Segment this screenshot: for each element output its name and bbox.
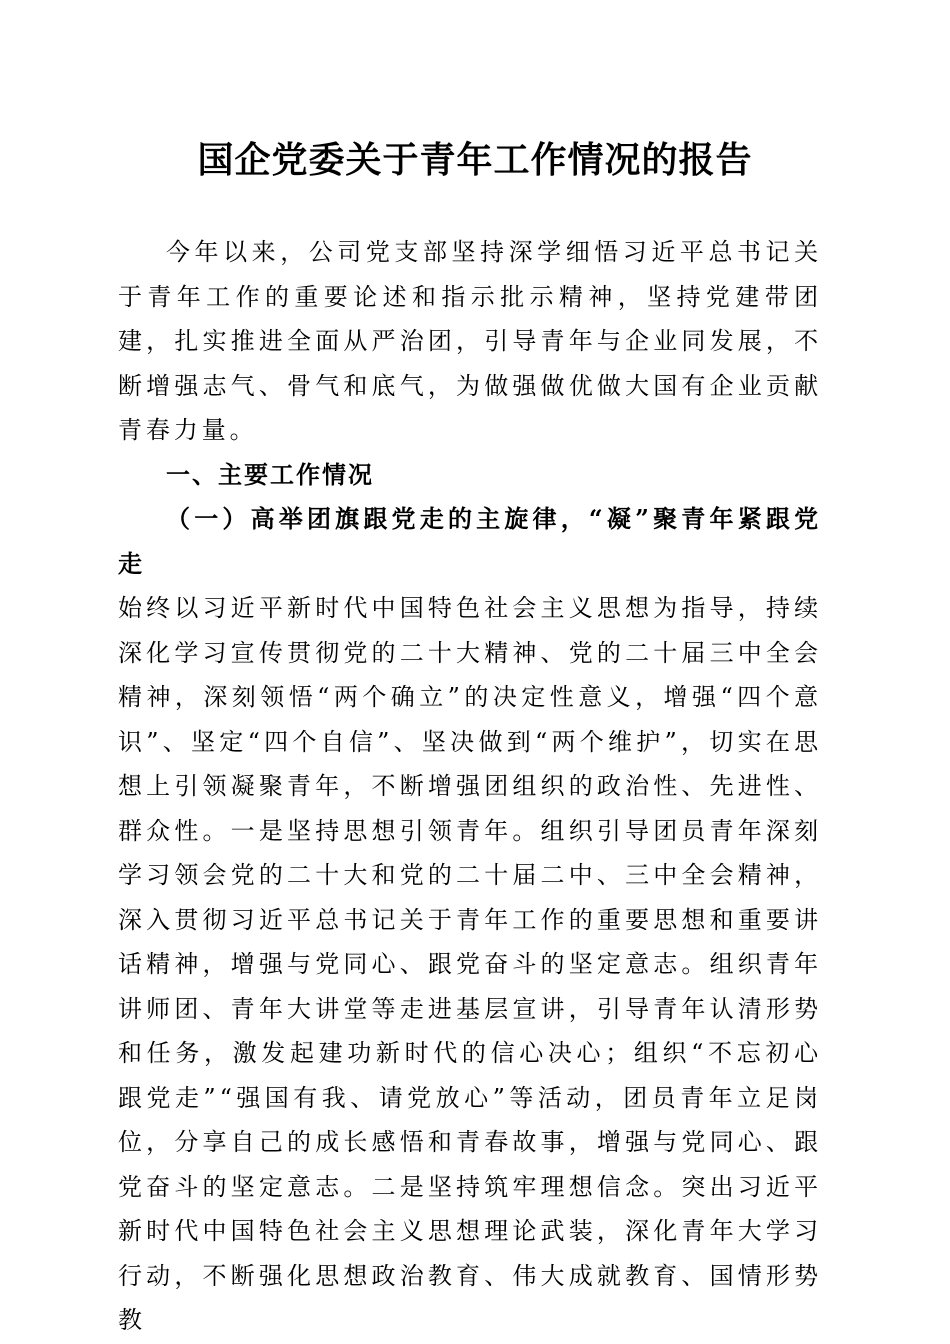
intro-paragraph: 今年以来，公司党支部坚持深学细悟习近平总书记关于青年工作的重要论述和指示批示精神，坚持党建带团建，扎实推进全面从严治团，引导青年与企业同发展，不断增强志气、骨气和底气，为做强做优做大国有企业贡献青春力量。 [118,238,822,444]
document-body [118,230,822,1343]
subsection-heading-1: （一）高举团旗跟党走的主旋律，“凝”聚青年紧跟党走 [118,504,822,578]
document-title: 国企党委关于青年工作情况的报告 [197,139,753,181]
section-heading-main-work: 一、主要工作情况 [166,460,374,489]
subsection-1-body: 始终以习近平新时代中国特色社会主义思想为指导，持续深化学习宣传贯彻党的二十大精神、党的二十届三中全会精神，深刻领悟“两个确立”的决定性意义，增强“四个意识”、坚定“四个自信”、坚决做到“两个维护”，切实在思想上引领凝聚青年，不断增强团组织的政治性、先进性、群众性。一是坚持思想引领青年。组织引导团员青年深刻学习领会党的二十大和党的二十届二中、三中全会精神，深入贯彻习近平总书记关于青年工作的重要思想和重要讲话精神，增强与党同心、跟党奋斗的坚定意志。组织青年讲师团、青年大讲堂等走进基层宣讲，引导青年认清形势和任务，激发起建功新时代的信心决心；组织“不忘初心跟党走”“强国有我、请党放心”等活动，团员青年立足岗位，分享自己的成长感悟和青春故事，增强与党同心、跟党奋斗的坚定意志。二是坚持筑牢理想信念。突出习近平新时代中国特色社会主义思想理论武装，深化青年大学习行动，不断强化思想政治教育、伟大成就教育、国情形势教 [118,594,822,1334]
